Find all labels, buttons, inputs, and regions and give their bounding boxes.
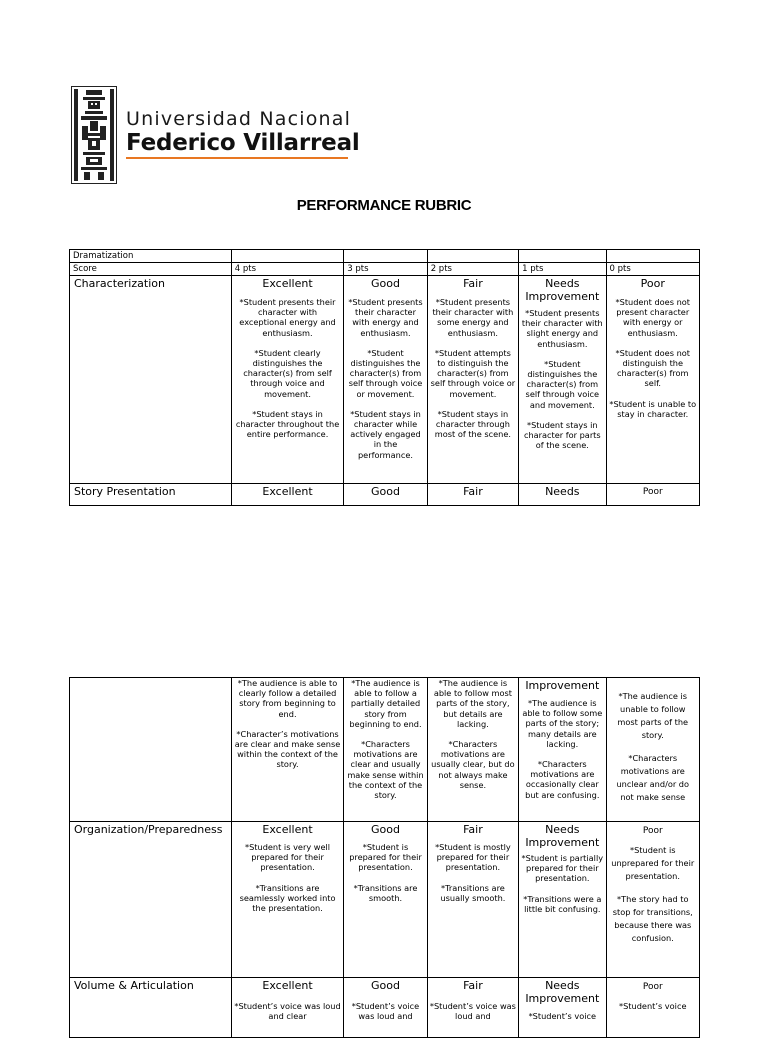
rubric-cell bbox=[344, 678, 427, 822]
criterion-label: Characterization bbox=[70, 276, 232, 484]
level-heading: Needs Improvement bbox=[525, 979, 600, 1005]
rubric-table-bottom bbox=[69, 677, 700, 1038]
descriptor: *Student stays in character while actively engaged in the performance. bbox=[350, 408, 421, 460]
table-row bbox=[70, 276, 700, 484]
descriptor: *Student does not distinguish the character(s) from self. bbox=[615, 347, 690, 389]
descriptor: *Character’s motivations are clear and make sense within the context of the story. bbox=[234, 728, 341, 770]
descriptor: *Characters motivations are unclear and/or do not make sense bbox=[616, 753, 690, 802]
table-row bbox=[70, 978, 700, 1038]
points-cell: 4 pts bbox=[231, 263, 344, 276]
rubric-cell bbox=[344, 978, 427, 1038]
level-heading: Fair bbox=[463, 979, 483, 992]
university-logo bbox=[71, 86, 360, 186]
level-heading: Fair bbox=[463, 823, 483, 836]
table-row bbox=[70, 484, 700, 506]
rubric-cell bbox=[231, 678, 344, 822]
rubric-cell bbox=[344, 822, 427, 978]
descriptor: *Student is unprepared for their presentation. bbox=[611, 845, 695, 881]
descriptor: *Student is unable to stay in character. bbox=[609, 398, 697, 419]
descriptor: *Characters motivations are clear and usually make sense within the context of the story. bbox=[347, 739, 424, 801]
descriptor: *Student’s voice was loud and bbox=[429, 1001, 516, 1022]
points-cell: 2 pts bbox=[427, 263, 518, 276]
descriptor: *Student’s voice was loud and bbox=[351, 1001, 420, 1022]
descriptor: *Transitions are smooth. bbox=[353, 882, 418, 903]
descriptor: *Student presents their character with slight energy and enthusiasm. bbox=[521, 308, 603, 349]
points-cell: 1 pts bbox=[519, 263, 606, 276]
rubric-cell bbox=[519, 822, 606, 978]
level-heading: Poor bbox=[606, 484, 699, 506]
rubric-cell bbox=[519, 276, 606, 484]
level-heading: Excellent bbox=[231, 484, 344, 506]
level-heading: Good bbox=[344, 484, 427, 506]
score-label: Score bbox=[70, 263, 232, 276]
level-heading: Good bbox=[371, 979, 400, 992]
level-heading: Excellent bbox=[262, 979, 313, 992]
rubric-cell bbox=[427, 678, 518, 822]
criterion-label: Story Presentation bbox=[70, 484, 232, 506]
descriptor: *Student stays in character through most of the scene. bbox=[434, 408, 512, 440]
rubric-cell bbox=[231, 822, 344, 978]
descriptor: *Student is prepared for their presentation. bbox=[349, 842, 422, 873]
rubric-cell bbox=[519, 978, 606, 1038]
descriptor: *Student distinguishes the character(s) from self through voice and movement. bbox=[525, 358, 600, 410]
level-heading: Improvement bbox=[525, 679, 600, 692]
descriptor: *Student distinguishes the character(s) from self through voice or movement. bbox=[348, 347, 423, 399]
descriptor: *Student does not present character with energy or enthusiasm. bbox=[615, 297, 690, 338]
category-cell: Dramatization bbox=[70, 250, 232, 263]
descriptor: *The audience is able to clearly follow a detailed story from beginning to end. bbox=[237, 678, 338, 719]
level-heading: Fair bbox=[463, 277, 483, 290]
university-emblem-icon bbox=[71, 86, 117, 184]
table-row bbox=[70, 678, 700, 822]
points-cell: 0 pts bbox=[606, 263, 699, 276]
level-heading: Poor bbox=[642, 826, 663, 836]
criterion-label: Volume & Articulation bbox=[70, 978, 232, 1038]
level-heading: Poor bbox=[640, 277, 665, 290]
level-heading: Excellent bbox=[262, 823, 313, 836]
descriptor: *Student stays in character for parts of the scene. bbox=[523, 419, 601, 451]
rubric-cell bbox=[231, 276, 344, 484]
descriptor: *Transitions were a little bit confusing. bbox=[523, 893, 602, 914]
rubric-cell bbox=[344, 276, 427, 484]
descriptor: *Student is mostly prepared for their presentation. bbox=[435, 842, 511, 873]
table-row bbox=[70, 822, 700, 978]
criterion-label: Organization/Preparedness bbox=[70, 822, 232, 978]
descriptor: *The story had to stop for transitions, because there was confusion. bbox=[612, 894, 693, 943]
rubric-table-top bbox=[69, 249, 700, 506]
level-heading: Fair bbox=[427, 484, 518, 506]
rubric-cell bbox=[427, 822, 518, 978]
level-heading: Needs Improvement bbox=[525, 277, 600, 303]
level-heading: Good bbox=[371, 823, 400, 836]
descriptor: *Characters motivations are occasionally clear but are confusing. bbox=[525, 759, 600, 800]
rubric-cell bbox=[606, 822, 699, 978]
criterion-label bbox=[70, 678, 232, 822]
descriptor: *Student’s voice was loud and clear bbox=[234, 1001, 341, 1022]
descriptor: *The audience is unable to follow most parts of the story. bbox=[617, 691, 689, 740]
descriptor: *Student presents their character with energy and enthusiasm. bbox=[348, 297, 423, 338]
rubric-cell bbox=[606, 678, 699, 822]
descriptor: *Student presents their character with some energy and enthusiasm. bbox=[432, 297, 514, 338]
level-heading: Needs Improvement bbox=[525, 823, 600, 849]
table-row bbox=[70, 263, 700, 276]
level-heading: Excellent bbox=[262, 277, 313, 290]
table-row bbox=[70, 250, 700, 263]
rubric-cell bbox=[519, 678, 606, 822]
rubric-cell bbox=[606, 978, 699, 1038]
descriptor: *Transitions are usually smooth. bbox=[440, 882, 506, 903]
descriptor: *Student is partially prepared for their presentation. bbox=[521, 853, 604, 884]
descriptor: *Student stays in character throughout the entire performance. bbox=[235, 408, 340, 440]
descriptor: *Student presents their character with exceptional energy and enthusiasm. bbox=[239, 297, 336, 338]
descriptor: *Transitions are seamlessly worked into the presentation. bbox=[239, 882, 336, 914]
descriptor: *Student’s voice bbox=[619, 1001, 687, 1011]
level-heading: Poor bbox=[642, 982, 663, 992]
descriptor: *The audience is able to follow a partially detailed story from beginning to end. bbox=[349, 678, 422, 729]
descriptor: *Student attempts to distinguish the character(s) from self through voice or movement. bbox=[430, 347, 516, 399]
university-name-line2: Federico Villarreal bbox=[126, 130, 360, 156]
level-heading: Needs bbox=[519, 484, 606, 506]
descriptor: *The audience is able to follow some parts of the story; many details are lacking. bbox=[522, 698, 603, 749]
logo-underline bbox=[126, 157, 348, 159]
rubric-cell bbox=[606, 276, 699, 484]
descriptor: *The audience is able to follow most parts of the story, but details are lacking. bbox=[433, 678, 512, 729]
page-title: PERFORMANCE RUBRIC bbox=[296, 197, 472, 214]
rubric-cell bbox=[231, 978, 344, 1038]
rubric-cell bbox=[427, 276, 518, 484]
descriptor: *Student is very well prepared for their presentation. bbox=[245, 842, 331, 873]
descriptor: *Characters motivations are usually clear, but do not always make sense. bbox=[431, 739, 515, 790]
university-name-line1: Universidad Nacional bbox=[126, 108, 352, 130]
level-heading: Good bbox=[371, 277, 400, 290]
descriptor: *Student clearly distinguishes the character(s) from self through voice and movement. bbox=[243, 347, 332, 399]
rubric-cell bbox=[427, 978, 518, 1038]
descriptor: *Student’s voice bbox=[528, 1011, 597, 1021]
points-cell: 3 pts bbox=[344, 263, 427, 276]
